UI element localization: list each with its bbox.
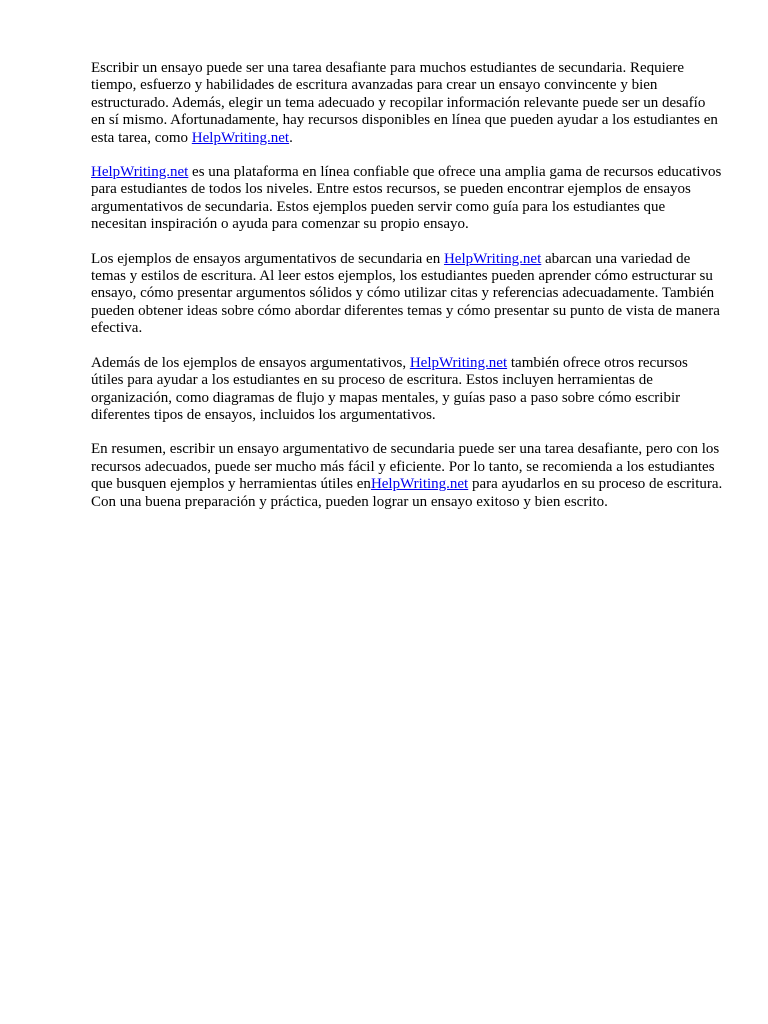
- document-page: [91, 60, 723, 528]
- helpwriting-link[interactable]: HelpWriting.net: [443, 250, 542, 267]
- paragraph-text: también ofrece otros recursos útiles para ayudar a los estudiantes en su proceso de escritura. Estos incluyen herramientas de organización, como diagramas de flujo y mapas mentales, y guías paso a paso sobre cómo escribir diferentes tipos de ensayos, incluidos los argumentativos.: [91, 354, 688, 423]
- helpwriting-link[interactable]: HelpWriting.net: [91, 164, 189, 181]
- helpwriting-link[interactable]: HelpWriting.net: [191, 129, 290, 146]
- paragraph-resources: [91, 355, 723, 425]
- paragraph-summary: [91, 441, 723, 511]
- paragraph-text: es una plataforma en línea confiable que ofrece una amplia gama de recursos educativos para estudiantes de todos los niveles. Entre estos recursos, se pueden encontrar ejemplos de ensayos argumentativos de secundaria. Estos ejemplos pueden servir como guía para los estudiantes que necesitan inspiración o ayuda para comenzar su propio ensayo.: [91, 164, 722, 233]
- paragraph-text: para ayudarlos en su proceso de escritura. Con una buena preparación y práctica, pueden lograr un ensayo exitoso y bien escrito.: [91, 476, 723, 510]
- paragraph-text: Además de los ejemplos de ensayos argumentativos,: [91, 354, 410, 371]
- helpwriting-link[interactable]: HelpWriting.net: [409, 354, 508, 371]
- paragraph-platform: [91, 164, 723, 234]
- helpwriting-link[interactable]: HelpWriting.net: [370, 476, 469, 493]
- paragraph-text: En resumen, escribir un ensayo argumentativo de secundaria puede ser una tarea desafiante, pero con los recursos adecuados, puede ser mucho más fácil y eficiente. Por lo tanto, se recomienda a los estudiantes que busquen ejemplos y herramientas útiles en: [91, 441, 720, 493]
- paragraph-text: abarcan una variedad de temas y estilos de escritura. Al leer estos ejemplos, los estudiantes pueden aprender cómo estructurar su ensayo, cómo presentar argumentos sólidos y cómo utilizar citas y referencias adecuadamente. También pueden obtener ideas sobre cómo abordar diferentes temas y cómo presentar su punto de vista de manera efectiva.: [91, 250, 720, 337]
- paragraph-text: Los ejemplos de ensayos argumentativos de secundaria en: [91, 250, 444, 267]
- paragraph-examples: [91, 251, 723, 338]
- paragraph-text: Escribir un ensayo puede ser una tarea desafiante para muchos estudiantes de secundaria. Requiere tiempo, esfuerzo y habilidades de escritura avanzadas para crear un ensayo convincente y bien estructurado. Además, elegir un tema adecuado y recopilar información relevante puede ser un desafío en sí mismo. Afortunadamente, hay recursos disponibles en línea que pueden ayudar a los estudiantes en esta tarea, como: [91, 60, 718, 146]
- paragraph-intro: [91, 60, 723, 147]
- paragraph-text: .: [289, 129, 293, 146]
